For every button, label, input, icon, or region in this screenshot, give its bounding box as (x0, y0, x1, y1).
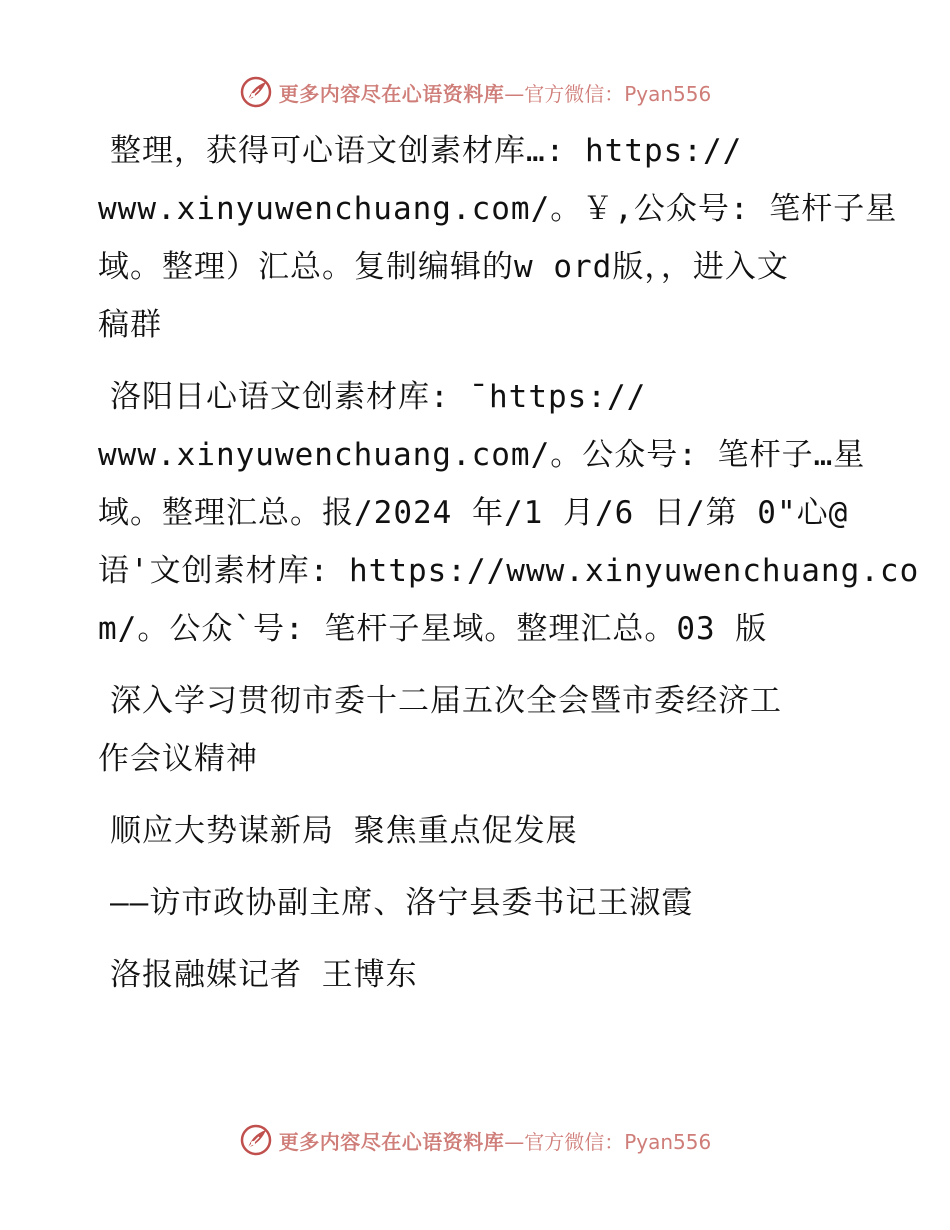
banner-contact: —官方微信：Pyan556 (504, 81, 712, 106)
text-line: 语'文创素材库: https://www.xinyuwenchuang.co (98, 553, 920, 589)
feather-pen-logo-icon (239, 1123, 273, 1157)
paragraph-intro (98, 122, 898, 354)
paragraph-source (98, 368, 920, 658)
banner-contact: —官方微信：Pyan556 (504, 1129, 712, 1154)
text-line: 稿群 (98, 307, 162, 343)
text-line: 顺应大势谋新局 聚焦重点促发展 (110, 813, 578, 849)
text-line: www.xinyuwenchuang.com/。公众号: 笔杆子…星 (98, 437, 866, 473)
text-line: www.xinyuwenchuang.com/。￥,公众号: 笔杆子星 (98, 191, 898, 227)
article-subheadline (98, 874, 858, 932)
text-line: 整理，获得可心语文创素材库…: https:// (110, 133, 743, 169)
article-kicker (98, 672, 858, 788)
text-line: m/。公众`号: 笔杆子星域。整理汇总。03 版 (98, 611, 768, 647)
feather-pen-logo-icon (239, 75, 273, 109)
text-line: 域。整理）汇总。复制编辑的w ord版，，进入文 (98, 249, 789, 285)
text-line: 域。整理汇总。报/2024 年/1 月/6 日/第 0"心@ (98, 495, 849, 531)
text-line: 洛报融媒记者 王博东 (110, 957, 418, 993)
text-line: 洛阳日心语文创素材库: ¯https:// (110, 379, 647, 415)
article-headline (98, 802, 858, 860)
footer-banner (0, 1120, 950, 1160)
text-line: ——访市政协副主席、洛宁县委书记王淑霞 (110, 885, 694, 921)
header-banner (0, 72, 950, 112)
banner-title: 更多内容尽在心语资料库 (278, 81, 505, 106)
text-line: 作会议精神 (98, 741, 258, 777)
document-body (98, 122, 920, 1018)
article-byline (98, 946, 858, 1004)
banner-title: 更多内容尽在心语资料库 (278, 1129, 505, 1154)
text-line: 深入学习贯彻市委十二届五次全会暨市委经济工 (110, 683, 782, 719)
